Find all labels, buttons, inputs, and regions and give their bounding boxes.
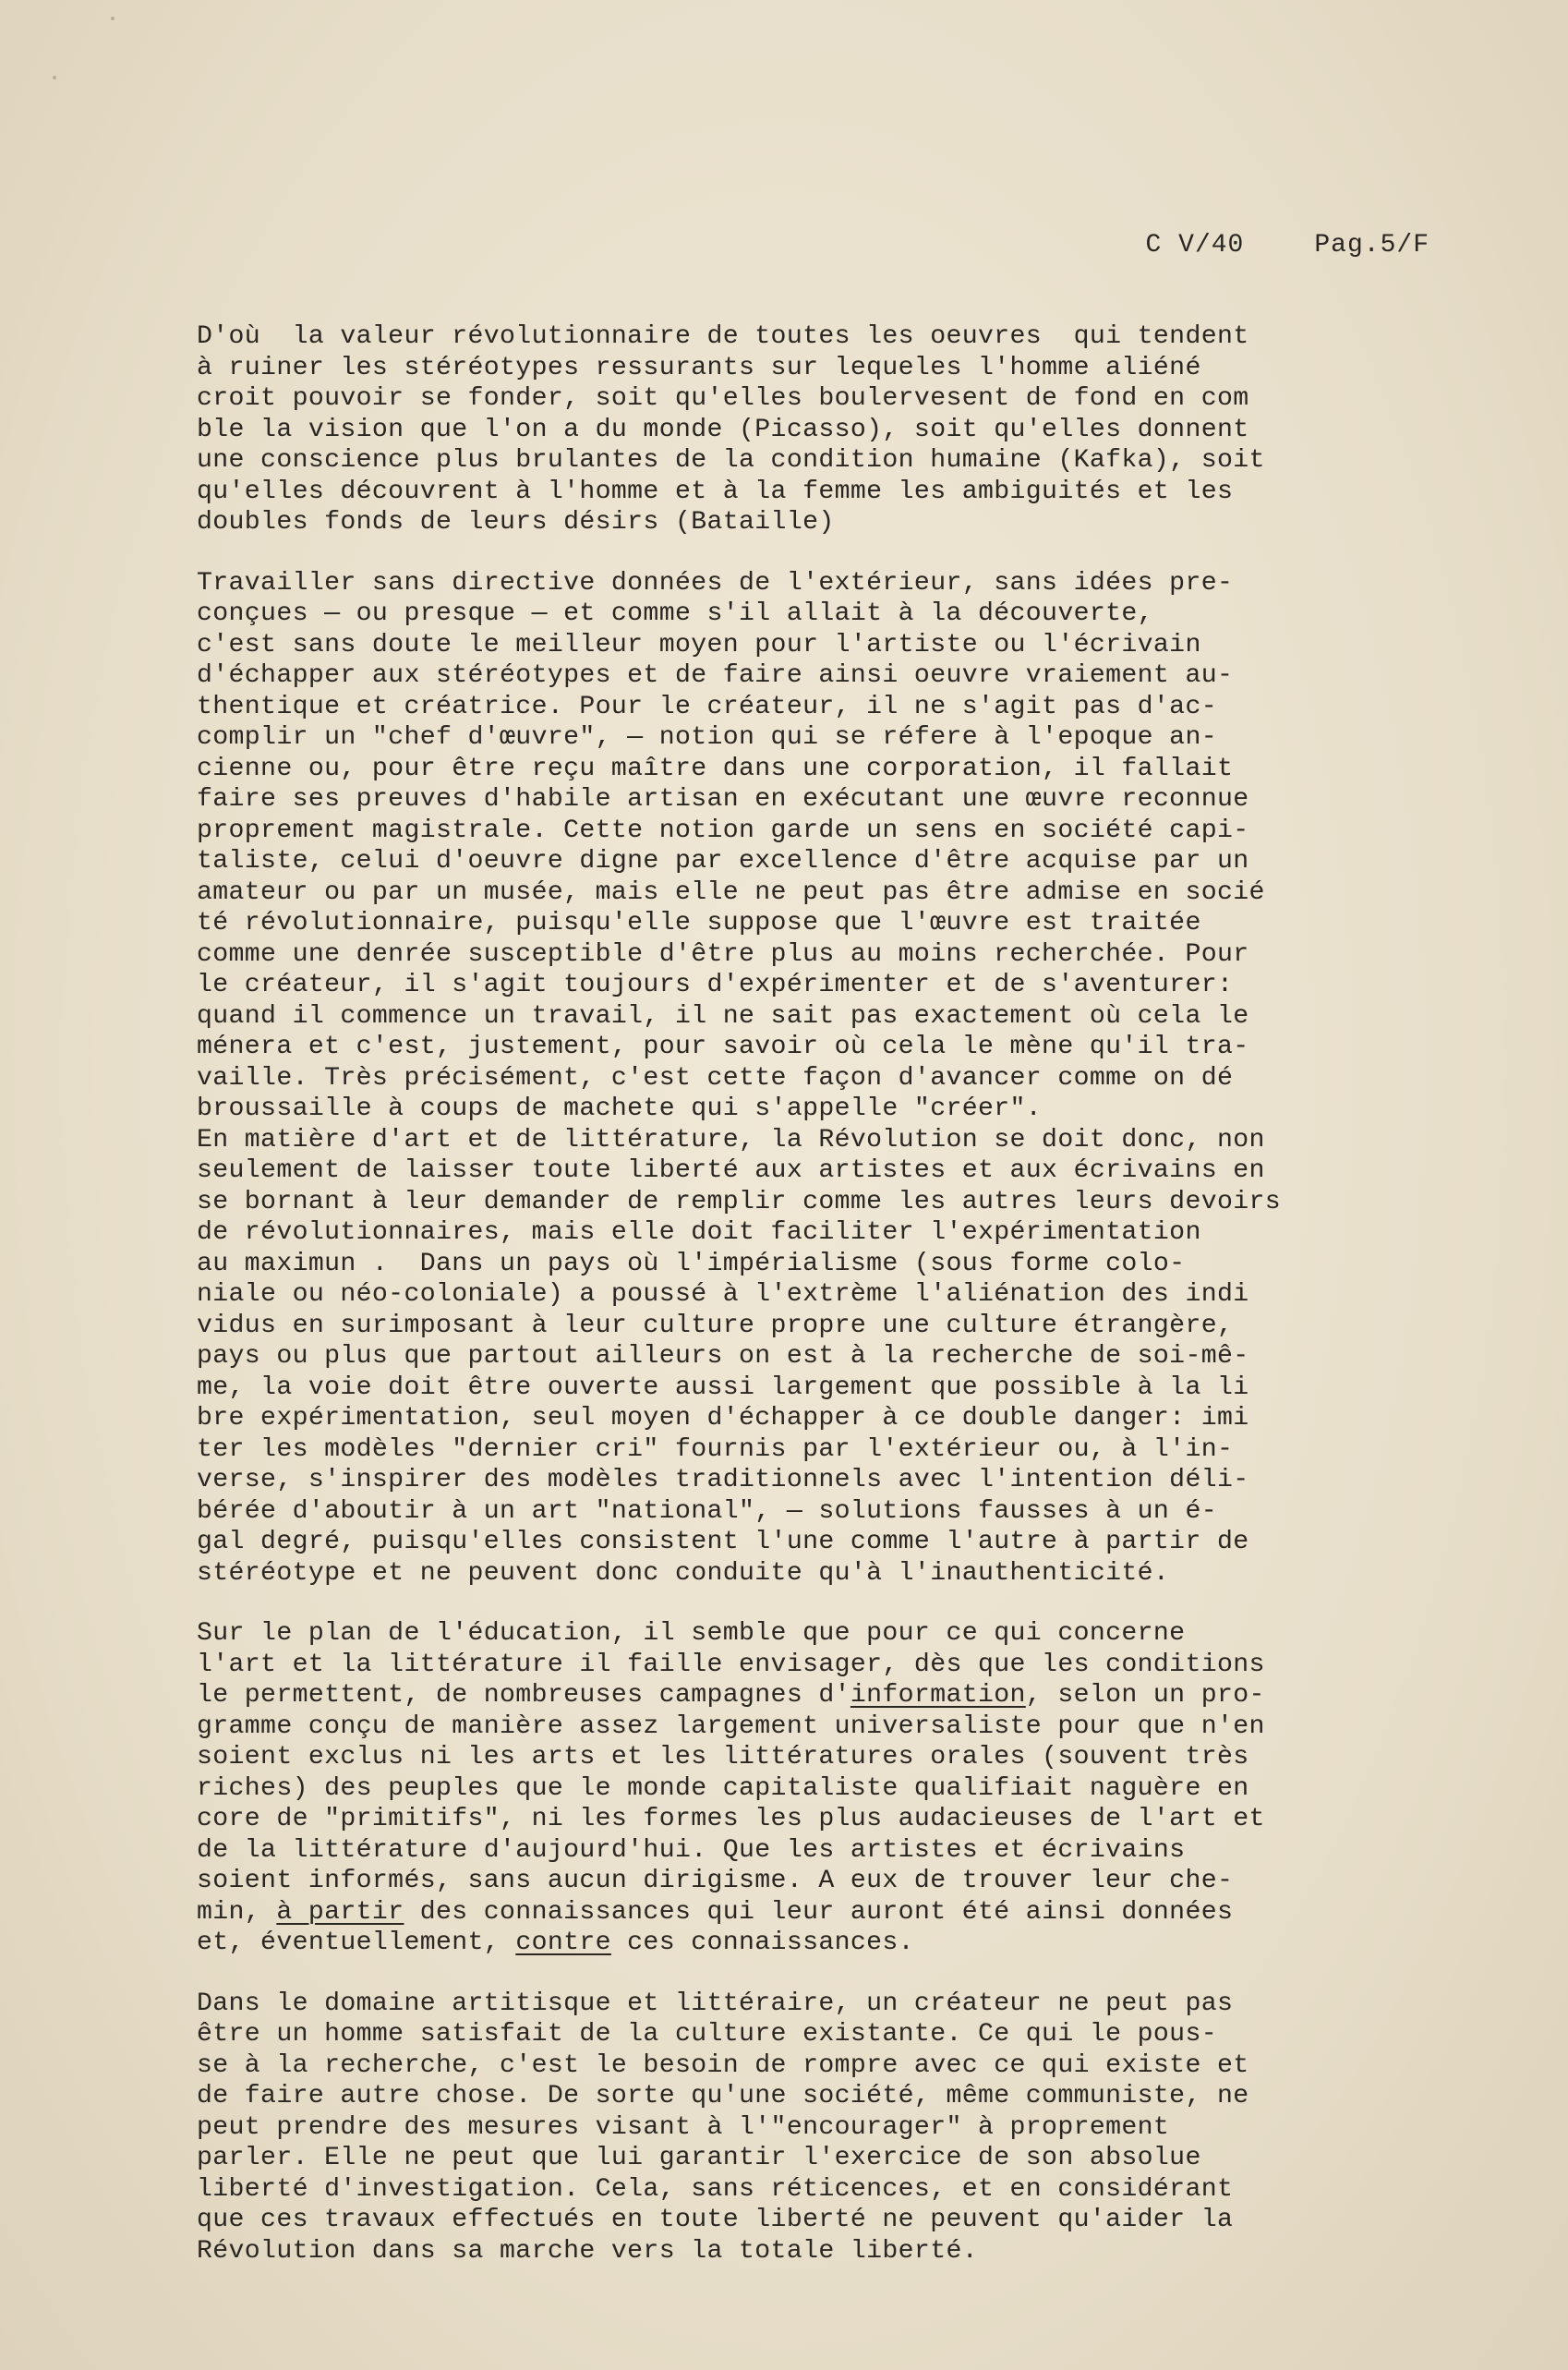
text-line: ménera et c'est, justement, pour savoir où cela le mène qu'il tra- bbox=[197, 1033, 1249, 1061]
text-line: ter les modèles "dernier cri" fournis par l'extérieur ou, à l'in- bbox=[197, 1434, 1234, 1464]
text-line: de faire autre chose. De sorte qu'une société, même communiste, ne bbox=[197, 2082, 1249, 2110]
document-reference: C V/40 bbox=[1145, 231, 1245, 260]
paragraph-3 bbox=[197, 1618, 1508, 1959]
text-line: amateur ou par un musée, mais elle ne peut pas être admise en socié bbox=[197, 877, 1265, 907]
text-line: thentique et créatrice. Pour le créateur, il ne s'agit pas d'ac- bbox=[197, 692, 1217, 721]
text-line: bérée d'aboutir à un art "national", — solutions fausses à un é- bbox=[197, 1496, 1217, 1526]
text-line: le permettent, de nombreuses campagnes d'information, selon un pro- bbox=[197, 1681, 1265, 1710]
text-line: core de "primitifs", ni les formes les plus audacieuses de l'art et bbox=[197, 1805, 1265, 1833]
text-line: qu'elles découvrent à l'homme et à la femme les ambiguités et les bbox=[197, 477, 1234, 506]
text-line: Dans le domaine artitisque et littéraire, un créateur ne peut pas bbox=[197, 1989, 1234, 2018]
text-line: me, la voie doit être ouverte aussi largement que possible à la li bbox=[197, 1372, 1249, 1402]
text-line: faire ses preuves d'habile artisan en exécutant une œuvre reconnue bbox=[197, 785, 1249, 814]
text-line: croit pouvoir se fonder, soit qu'elles boulervesent de fond en com bbox=[197, 384, 1249, 413]
text-line: être un homme satisfait de la culture existante. Ce qui le pous- bbox=[197, 2020, 1217, 2049]
text-line: liberté d'investigation. Cela, sans réticences, et en considérant bbox=[197, 2174, 1234, 2204]
paragraph-1 bbox=[197, 321, 1508, 538]
text-line: proprement magistrale. Cette notion garde un sens en société capi- bbox=[197, 816, 1249, 845]
text-line: Sur le plan de l'éducation, il semble que pour ce qui concerne bbox=[197, 1619, 1186, 1648]
text-line: Révolution dans sa marche vers la totale liberté. bbox=[197, 2236, 978, 2266]
text-line: verse, s'inspirer des modèles traditionnels avec l'intention déli- bbox=[197, 1466, 1249, 1494]
text-line: se bornant à leur demander de remplir comme les autres leurs devoirs bbox=[197, 1187, 1282, 1216]
text-line: de la littérature d'aujourd'hui. Que les artistes et écrivains bbox=[197, 1835, 1186, 1865]
text-line: min, à partir des connaissances qui leur auront été ainsi données bbox=[197, 1897, 1234, 1927]
text-line: ble la vision que l'on a du monde (Picasso), soit qu'elles donnent bbox=[197, 415, 1249, 444]
text-line: gramme conçu de manière assez largement universaliste pour que n'en bbox=[197, 1711, 1265, 1741]
text-line: c'est sans doute le meilleur moyen pour l'artiste ou l'écrivain bbox=[197, 630, 1201, 659]
text-line: seulement de laisser toute liberté aux artistes et aux écrivains en bbox=[197, 1156, 1265, 1185]
underlined-phrase: information bbox=[850, 1681, 1026, 1710]
text-line: doubles fonds de leurs désirs (Bataille) bbox=[197, 508, 835, 537]
text-line: vaille. Très précisément, c'est cette façon d'avancer comme on dé bbox=[197, 1063, 1234, 1093]
text-line: pays ou plus que partout ailleurs on est à la recherche de soi-mê- bbox=[197, 1342, 1249, 1371]
text-line: gal degré, puisqu'elles consistent l'une comme l'autre à partir de bbox=[197, 1528, 1249, 1556]
text-line: à ruiner les stéréotypes ressurants sur lequeles l'homme aliéné bbox=[197, 353, 1201, 382]
text-line: taliste, celui d'oeuvre digne par excellence d'être acquise par un bbox=[197, 847, 1249, 876]
text-line: Travailler sans directive données de l'extérieur, sans idées pre- bbox=[197, 568, 1234, 598]
text-line: conçues — ou presque — et comme s'il allait à la découverte, bbox=[197, 599, 1153, 628]
text-line: niale ou néo-coloniale) a poussé à l'extrème l'aliénation des indi bbox=[197, 1280, 1249, 1309]
paper-speck bbox=[53, 76, 56, 79]
text-line: En matière d'art et de littérature, la Révolution se doit donc, non bbox=[197, 1125, 1265, 1155]
text-line: vidus en surimposant à leur culture propre une culture étrangère, bbox=[197, 1311, 1234, 1340]
text-line: se à la recherche, c'est le besoin de rompre avec ce qui existe et bbox=[197, 2050, 1249, 2080]
text-line: une conscience plus brulantes de la condition humaine (Kafka), soit bbox=[197, 446, 1265, 475]
paper-speck bbox=[111, 17, 115, 20]
paragraph-4 bbox=[197, 1989, 1508, 2267]
text-line: D'où la valeur révolutionnaire de toutes les oeuvres qui tendent bbox=[197, 322, 1249, 351]
text-line: et, éventuellement, contre ces connaissances. bbox=[197, 1929, 914, 1957]
paragraph-2 bbox=[197, 568, 1508, 1590]
text-line: soient exclus ni les arts et les littératures orales (souvent très bbox=[197, 1743, 1249, 1771]
document-body bbox=[197, 321, 1508, 2267]
underlined-phrase: contre bbox=[515, 1929, 611, 1957]
text-line: comme une denrée susceptible d'être plus au moins recherchée. Pour bbox=[197, 939, 1249, 969]
page-number: Pag.5/F bbox=[1314, 231, 1429, 260]
text-line: riches) des peuples que le monde capitaliste qualifiait naguère en bbox=[197, 1773, 1249, 1803]
text-line: té révolutionnaire, puisqu'elle suppose que l'œuvre est traitée bbox=[197, 909, 1201, 937]
text-line: l'art et la littérature il faille envisager, dès que les conditions bbox=[197, 1650, 1265, 1679]
text-line: d'échapper aux stéréotypes et de faire ainsi oeuvre vraiement au- bbox=[197, 661, 1234, 690]
text-line: quand il commence un travail, il ne sait pas exactement où cela le bbox=[197, 1001, 1249, 1031]
text-line: parler. Elle ne peut que lui garantir l'exercice de son absolue bbox=[197, 2144, 1201, 2172]
text-line: bre expérimentation, seul moyen d'échapper à ce double danger: imi bbox=[197, 1404, 1249, 1433]
text-line: soient informés, sans aucun dirigisme. A eux de trouver leur che- bbox=[197, 1867, 1234, 1895]
text-line: broussaille à coups de machete qui s'appelle "créer". bbox=[197, 1094, 1043, 1123]
text-line: stéréotype et ne peuvent donc conduite qu'à l'inauthenticité. bbox=[197, 1558, 1170, 1588]
text-line: que ces travaux effectués en toute liberté ne peuvent qu'aider la bbox=[197, 2206, 1234, 2234]
underlined-phrase: à partir bbox=[276, 1897, 404, 1927]
page-header bbox=[1146, 231, 1429, 260]
text-line: de révolutionnaires, mais elle doit faciliter l'expérimentation bbox=[197, 1218, 1201, 1247]
text-line: cienne ou, pour être reçu maître dans une corporation, il fallait bbox=[197, 754, 1234, 783]
text-line: au maximun . Dans un pays où l'impérialisme (sous forme colo- bbox=[197, 1249, 1186, 1278]
text-line: peut prendre des mesures visant à l'"encourager" à proprement bbox=[197, 2112, 1170, 2142]
text-line: le créateur, il s'agit toujours d'expérimenter et de s'aventurer: bbox=[197, 971, 1234, 999]
text-line: complir un "chef d'œuvre", — notion qui se réfere à l'epoque an- bbox=[197, 723, 1217, 752]
